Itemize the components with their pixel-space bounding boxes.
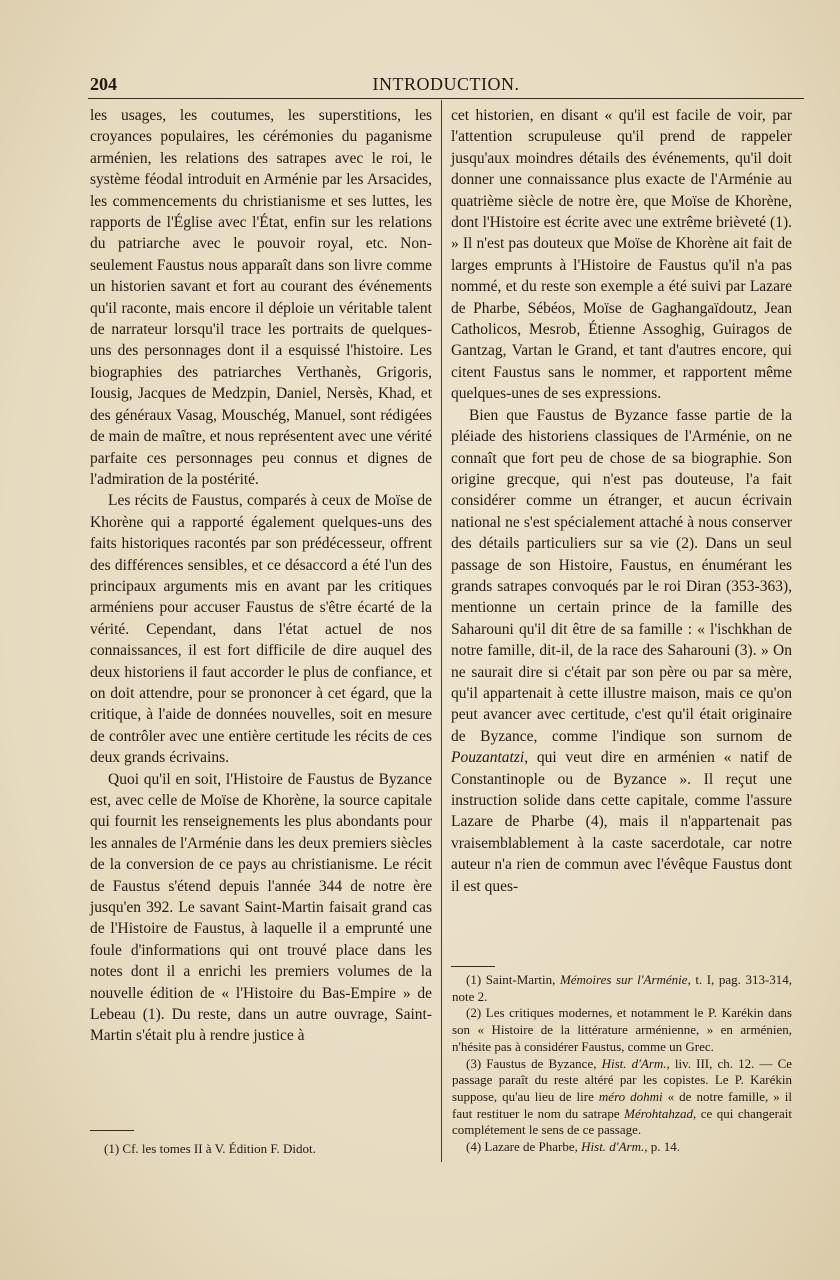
footnote-rule-right (451, 966, 495, 967)
footnote-right-2: (2) Les critiques modernes, et notamment le P. Karékin dans son « Histoire de la littérature arménienne, » en arménien, n'hésite pas à considérer Faustus, comme un Grec. (452, 1005, 792, 1054)
fn3-text-c: « de notre famille, » il faut restituer le nom du satrape (452, 1088, 792, 1121)
fn4-text-end: , p. 14. (644, 1139, 680, 1155)
fn3-italic-3: Mérohtahzad (624, 1105, 693, 1121)
left-footnotes (104, 1140, 432, 1157)
page-number: 204 (90, 74, 117, 94)
fn3-italic-2: méro dohmi (598, 1088, 663, 1104)
left-paragraph-1: les usages, les coutumes, les superstitions, les croyances populaires, les cérémonies du paganisme arménien, les relations des satrapes avec le roi, le système féodal introduit en Arménie par les Arsacides, les commencements du christianisme et ses luttes, les rapports de l'Église avec l'État, enfin sur les relations du patriarche avec le pouvoir royal, etc. Non-seulement Faustus nous apparaît dans son livre comme un historien savant et fort au courant des événements qu'il raconte, mais encore il déploie un véritable talent de narrateur lorsqu'il trace les portraits de quelques-uns des personnages dont il a esquissé l'histoire. Les biographies des patriarches Verthanès, Grigoris, Iousig, Jacques de Medzpin, Daniel, Nersès, Khad, et des généraux Vasag, Mouschég, Manuel, sont rédigées de main de maître, et nous représentent avec une vérité parfaite ces personnages peu connus et dignes de l'admiration de la postérité. (90, 107, 432, 488)
surname-italic: Pouzantatzi (451, 749, 525, 767)
fn3-text: (3) Faustus de Byzance, (466, 1055, 597, 1071)
fn4-text: (4) Lazare de Pharbe, (466, 1139, 578, 1155)
footnote-right-1 (452, 972, 792, 1005)
right-paragraph-2-text: Bien que Faustus de Byzance fasse partie de la pléiade des historiens classiques de l'Arménie, on ne connaît que fort peu de chose de sa biographie. Son origine grecque, qui n'est pas douteuse, l'a fait considérer comme un étranger, et aucun écrivain national ne s'est spécialement attaché à nous conserver des détails particuliers sur sa vie (2). Dans un seul passage de son Histoire, Faustus, en énumérant les grands satrapes convoqués par le roi Diran (353-363), mentionne un certain prince de la famille des Saharouni qu'il dit être de sa famille : « l'ischkhan de notre famille, dit-il, de la race des Saharouni (3). » On ne saurait dire si c'était par son père ou par sa mère, qu'il appartenait à cette illustre maison, mais ce qu'on peut avancer avec certitude, c'est qu'il était originaire de Byzance, comme l'indique son surnom de (451, 406, 792, 745)
right-paragraph-2-end: , qui veut dire en arménien « natif de Constantinople ou de Byzance ». Il reçut une instruction solide dans cette capitale, comme l'assure Lazare de Pharbe (4), mais il n'appartenait pas vraisemblablement à la caste sacerdotale, car notre auteur n'a rien de commun avec l'évêque Faustus dont il est ques- (451, 749, 792, 895)
fn1-text: (1) Saint-Martin, (466, 972, 556, 987)
fn4-italic: Hist. d'Arm. (581, 1139, 645, 1155)
running-head (90, 74, 802, 100)
fn3-italic: Hist. d'Arm. (601, 1055, 667, 1071)
footnote-rule-left (90, 1130, 134, 1131)
left-paragraph-2: Les récits de Faustus, comparés à ceux de Moïse de Khorène qui a rapporté également quelques-uns des faits historiques racontés par son prédécesseur, offrent des différences sensibles, et ce désaccord a été l'un des principaux arguments mis en avant par les critiques arméniens pour accuser Faustus de s'être écarté de la vérité. Cependant, dans l'état actuel de nos connaissances, il est fort difficile de dire auquel des deux historiens il faut accorder le plus de confiance, et on doit attendre, pour se prononcer à cet égard, que la critique, à l'aide de données nouvelles, soit en mesure de contrôler avec une entière certitude les récits de ces deux grands écrivains. (90, 492, 432, 767)
fn1-italic: Mémoires sur l'Arménie (559, 972, 688, 987)
right-paragraph-1: cet historien, en disant « qu'il est facile de voir, par l'attention scrupuleuse qu'il prend de rappeler jusqu'aux moindres détails des événements, qu'il doit donner une connaissance plus exacte de l'Arménie au quatrième siècle de notre ère, que Moïse de Khorène, dont l'Histoire est écrite avec une extrême brièveté (1). » Il n'est pas douteux que Moïse de Khorène ait fait de larges emprunts à l'Histoire de Faustus qu'il n'a pas nommé, et du reste son exemple a été suivi par Lazare de Pharbe, Sébéos, Moïse de Gaghangaïdoutz, Jean Catholicos, Mesrob, Étienne Assoghig, Guiragos de Gantzag, Vartan le Grand, et tant d'autres encore, qui citent Faustus sans le nommer, et rapportent même quelques-unes de ses expressions. (451, 107, 792, 403)
right-column (451, 105, 792, 897)
column-divider (441, 100, 442, 1162)
right-footnotes (452, 972, 792, 1156)
footnote-left-1: (1) Cf. les tomes II à V. Édition F. Didot. (104, 1141, 316, 1156)
footnote-right-4 (452, 1139, 792, 1156)
fn3-text-d: , ce qui changerait complétement le sens de ce passage. (452, 1105, 792, 1138)
left-column (90, 105, 432, 1047)
running-title: INTRODUCTION. (372, 74, 520, 94)
footnote-right-3 (452, 1056, 792, 1140)
right-paragraph-2 (451, 405, 792, 897)
fn3-text-b: , liv. III, ch. 12. — Ce passage paraît du reste altéré par les copistes. Le P. Karékin suppose, qu'au lieu de lire (452, 1055, 793, 1104)
fn1-text-end: , t. I, pag. 313-314, note 2. (452, 972, 793, 1004)
header-rule (88, 98, 804, 99)
left-paragraph-3: Quoi qu'il en soit, l'Histoire de Faustus de Byzance est, avec celle de Moïse de Khorène, la source capitale qui fournit les renseignements les plus abondants pour les annales de l'Arménie dans les deux premiers siècles de la conversion de ce pays au christianisme. Le récit de Faustus s'étend depuis l'année 344 de notre ère jusqu'en 392. Le savant Saint-Martin faisait grand cas de l'Histoire de Faustus, à laquelle il a emprunté une foule d'informations qui ont trouvé place dans les notes dont il a enrichi les premiers volumes de la nouvelle édition de « l'Histoire du Bas-Empire » de Lebeau (1). Du reste, dans un autre ouvrage, Saint-Martin s'était plu à rendre justice à (90, 770, 432, 1045)
